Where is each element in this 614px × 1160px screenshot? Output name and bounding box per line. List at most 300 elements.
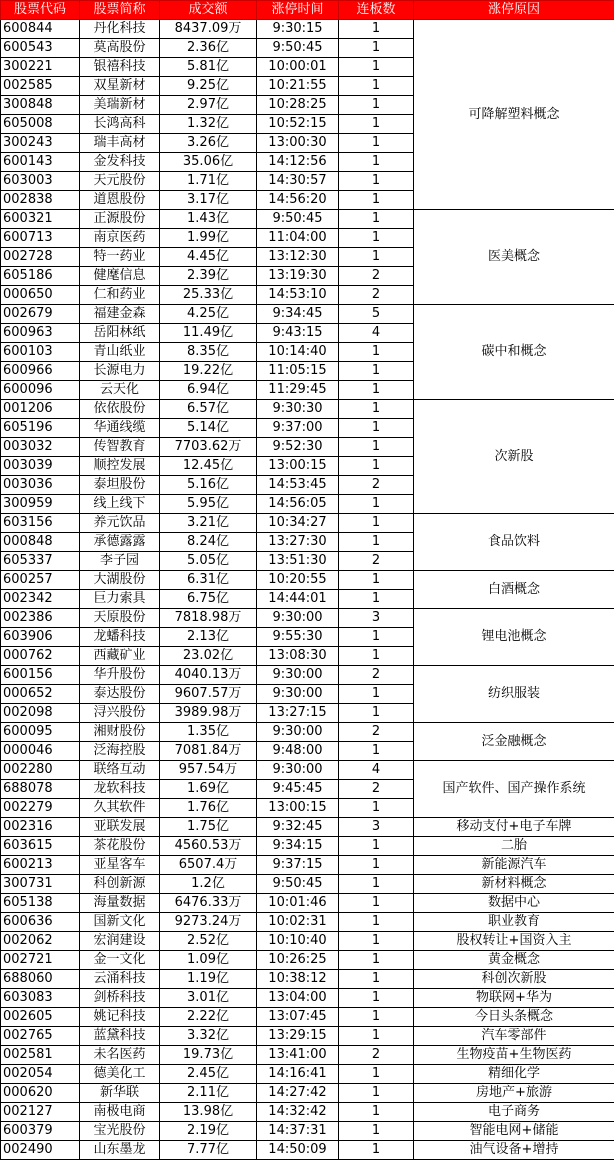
cell-code: 600966 [1, 362, 80, 381]
cell-amount: 3.17亿 [160, 191, 257, 210]
cell-name: 宏润建设 [80, 932, 160, 951]
cell-amount: 23.02亿 [160, 647, 257, 666]
cell-name: 茶花股份 [80, 837, 160, 856]
cell-code: 002280 [1, 761, 80, 780]
cell-amount: 3989.98万 [160, 704, 257, 723]
cell-count: 1 [339, 571, 414, 590]
cell-name: 双星新材 [80, 77, 160, 96]
cell-amount: 4.45亿 [160, 248, 257, 267]
cell-name: 山东墨龙 [80, 1141, 160, 1160]
cell-name: 剑桥科技 [80, 989, 160, 1008]
cell-code: 600143 [1, 153, 80, 172]
cell-name: 金发科技 [80, 153, 160, 172]
cell-name: 依依股份 [80, 400, 160, 419]
cell-reason: 新能源汽车 [414, 856, 614, 875]
cell-reason: 黄金概念 [414, 951, 614, 970]
cell-time: 9:30:00 [257, 723, 339, 742]
cell-count: 1 [339, 856, 414, 875]
cell-name: 顺控发展 [80, 457, 160, 476]
cell-count: 1 [339, 989, 414, 1008]
cell-reason: 食品饮料 [414, 514, 614, 571]
table-row [1, 1046, 614, 1065]
cell-time: 14:16:41 [257, 1065, 339, 1084]
cell-code: 600963 [1, 324, 80, 343]
table-row [1, 571, 614, 590]
cell-amount: 5.81亿 [160, 58, 257, 77]
cell-count: 2 [339, 552, 414, 571]
cell-count: 1 [339, 438, 414, 457]
cell-count: 1 [339, 1084, 414, 1103]
cell-amount: 2.52亿 [160, 932, 257, 951]
cell-reason: 股权转让+国资入主 [414, 932, 614, 951]
cell-count: 1 [339, 77, 414, 96]
cell-reason: 可降解塑料概念 [414, 20, 614, 210]
cell-amount: 11.49亿 [160, 324, 257, 343]
cell-count: 2 [339, 723, 414, 742]
cell-name: 承德露露 [80, 533, 160, 552]
table-row [1, 1122, 614, 1141]
cell-count: 1 [339, 894, 414, 913]
cell-name: 金一文化 [80, 951, 160, 970]
cell-reason: 今日头条概念 [414, 1008, 614, 1027]
cell-code: 002386 [1, 609, 80, 628]
cell-code: 688078 [1, 780, 80, 799]
cell-time: 14:30:57 [257, 172, 339, 191]
cell-time: 9:37:15 [257, 856, 339, 875]
cell-count: 3 [339, 818, 414, 837]
cell-code: 603906 [1, 628, 80, 647]
cell-count: 1 [339, 590, 414, 609]
cell-name: 科创新源 [80, 875, 160, 894]
table-row [1, 951, 614, 970]
cell-count: 1 [339, 970, 414, 989]
cell-count: 1 [339, 191, 414, 210]
cell-amount: 1.99亿 [160, 229, 257, 248]
cell-count: 5 [339, 305, 414, 324]
cell-code: 002054 [1, 1065, 80, 1084]
cell-count: 1 [339, 932, 414, 951]
cell-time: 14:27:42 [257, 1084, 339, 1103]
cell-name: 天原股份 [80, 609, 160, 628]
cell-count: 1 [339, 951, 414, 970]
cell-code: 002342 [1, 590, 80, 609]
cell-time: 13:19:30 [257, 267, 339, 286]
table-row [1, 761, 614, 780]
cell-code: 605186 [1, 267, 80, 286]
cell-amount: 2.39亿 [160, 267, 257, 286]
header-name: 股票简称 [80, 1, 160, 20]
cell-name: 莫高股份 [80, 39, 160, 58]
cell-time: 13:04:00 [257, 989, 339, 1008]
cell-time: 11:04:00 [257, 229, 339, 248]
cell-name: 正源股份 [80, 210, 160, 229]
cell-amount: 2.45亿 [160, 1065, 257, 1084]
cell-amount: 5.05亿 [160, 552, 257, 571]
cell-time: 9:50:45 [257, 875, 339, 894]
cell-reason: 次新股 [414, 400, 614, 514]
cell-time: 9:34:45 [257, 305, 339, 324]
cell-time: 10:10:40 [257, 932, 339, 951]
cell-time: 10:00:01 [257, 58, 339, 77]
cell-name: 健麾信息 [80, 267, 160, 286]
table-row [1, 1027, 614, 1046]
cell-code: 603156 [1, 514, 80, 533]
table-row [1, 856, 614, 875]
cell-code: 002679 [1, 305, 80, 324]
cell-code: 603615 [1, 837, 80, 856]
cell-time: 11:05:15 [257, 362, 339, 381]
cell-code: 002062 [1, 932, 80, 951]
table-row [1, 837, 614, 856]
cell-code: 003032 [1, 438, 80, 457]
cell-count: 1 [339, 115, 414, 134]
cell-count: 1 [339, 210, 414, 229]
cell-code: 000650 [1, 286, 80, 305]
cell-code: 000652 [1, 685, 80, 704]
cell-name: 李子园 [80, 552, 160, 571]
cell-reason: 汽车零部件 [414, 1027, 614, 1046]
cell-amount: 1.43亿 [160, 210, 257, 229]
cell-time: 14:53:10 [257, 286, 339, 305]
cell-count: 1 [339, 229, 414, 248]
cell-count: 1 [339, 1122, 414, 1141]
cell-amount: 1.35亿 [160, 723, 257, 742]
cell-time: 13:12:30 [257, 248, 339, 267]
cell-name: 姚记科技 [80, 1008, 160, 1027]
cell-code: 002490 [1, 1141, 80, 1160]
cell-amount: 3.21亿 [160, 514, 257, 533]
cell-code: 688060 [1, 970, 80, 989]
cell-time: 10:34:27 [257, 514, 339, 533]
cell-count: 4 [339, 761, 414, 780]
cell-amount: 2.36亿 [160, 39, 257, 58]
cell-amount: 25.33亿 [160, 286, 257, 305]
cell-code: 605008 [1, 115, 80, 134]
cell-amount: 8.24亿 [160, 533, 257, 552]
cell-reason: 纺织服装 [414, 666, 614, 723]
table-row [1, 210, 614, 229]
cell-time: 14:56:20 [257, 191, 339, 210]
cell-time: 10:14:40 [257, 343, 339, 362]
cell-time: 9:52:30 [257, 438, 339, 457]
cell-time: 10:52:15 [257, 115, 339, 134]
cell-time: 13:27:30 [257, 533, 339, 552]
cell-amount: 7.77亿 [160, 1141, 257, 1160]
cell-count: 2 [339, 476, 414, 495]
cell-count: 1 [339, 685, 414, 704]
cell-time: 13:07:45 [257, 1008, 339, 1027]
cell-count: 1 [339, 457, 414, 476]
cell-time: 9:30:00 [257, 666, 339, 685]
cell-amount: 4.25亿 [160, 305, 257, 324]
cell-time: 10:38:12 [257, 970, 339, 989]
cell-name: 华升股份 [80, 666, 160, 685]
cell-name: 线上线下 [80, 495, 160, 514]
cell-count: 1 [339, 1141, 414, 1160]
cell-count: 1 [339, 799, 414, 818]
cell-count: 1 [339, 419, 414, 438]
table-row [1, 989, 614, 1008]
cell-time: 14:37:31 [257, 1122, 339, 1141]
cell-amount: 8.35亿 [160, 343, 257, 362]
cell-count: 1 [339, 514, 414, 533]
cell-amount: 1.75亿 [160, 818, 257, 837]
cell-name: 海量数据 [80, 894, 160, 913]
cell-code: 600543 [1, 39, 80, 58]
cell-time: 10:28:25 [257, 96, 339, 115]
cell-amount: 1.2亿 [160, 875, 257, 894]
table-row [1, 1084, 614, 1103]
cell-amount: 5.95亿 [160, 495, 257, 514]
cell-count: 4 [339, 324, 414, 343]
table-row [1, 305, 614, 324]
cell-time: 10:26:25 [257, 951, 339, 970]
table-row [1, 666, 614, 685]
cell-code: 605337 [1, 552, 80, 571]
cell-code: 600096 [1, 381, 80, 400]
cell-time: 9:48:00 [257, 742, 339, 761]
cell-name: 泛海控股 [80, 742, 160, 761]
cell-name: 银禧科技 [80, 58, 160, 77]
table-row [1, 1065, 614, 1084]
cell-amount: 9273.24万 [160, 913, 257, 932]
cell-name: 龙软科技 [80, 780, 160, 799]
cell-amount: 19.22亿 [160, 362, 257, 381]
table-row [1, 609, 614, 628]
cell-name: 久其软件 [80, 799, 160, 818]
cell-count: 1 [339, 875, 414, 894]
cell-name: 亚星客车 [80, 856, 160, 875]
cell-code: 002728 [1, 248, 80, 267]
cell-count: 1 [339, 96, 414, 115]
cell-reason: 国产软件、国产操作系统 [414, 761, 614, 818]
cell-count: 1 [339, 628, 414, 647]
cell-reason: 科创次新股 [414, 970, 614, 989]
cell-time: 13:29:15 [257, 1027, 339, 1046]
cell-count: 1 [339, 704, 414, 723]
cell-time: 10:01:46 [257, 894, 339, 913]
cell-name: 华通线缆 [80, 419, 160, 438]
cell-reason: 泛金融概念 [414, 723, 614, 761]
cell-reason: 二胎 [414, 837, 614, 856]
cell-time: 11:29:45 [257, 381, 339, 400]
cell-count: 2 [339, 1046, 414, 1065]
cell-count: 2 [339, 267, 414, 286]
cell-amount: 4560.53万 [160, 837, 257, 856]
cell-code: 603083 [1, 989, 80, 1008]
cell-count: 1 [339, 248, 414, 267]
cell-time: 13:51:30 [257, 552, 339, 571]
table-row [1, 913, 614, 932]
cell-reason: 油气设备+增持 [414, 1141, 614, 1160]
table-row [1, 818, 614, 837]
cell-count: 1 [339, 1103, 414, 1122]
cell-name: 宝光股份 [80, 1122, 160, 1141]
cell-code: 001206 [1, 400, 80, 419]
cell-time: 14:53:45 [257, 476, 339, 495]
table-row [1, 514, 614, 533]
cell-code: 002279 [1, 799, 80, 818]
cell-time: 10:02:31 [257, 913, 339, 932]
cell-count: 1 [339, 1065, 414, 1084]
table-row [1, 932, 614, 951]
cell-code: 600636 [1, 913, 80, 932]
cell-code: 002765 [1, 1027, 80, 1046]
cell-amount: 2.22亿 [160, 1008, 257, 1027]
cell-amount: 3.26亿 [160, 134, 257, 153]
cell-count: 1 [339, 172, 414, 191]
cell-name: 联络互动 [80, 761, 160, 780]
cell-name: 特一药业 [80, 248, 160, 267]
cell-amount: 1.69亿 [160, 780, 257, 799]
cell-code: 000762 [1, 647, 80, 666]
cell-time: 13:41:00 [257, 1046, 339, 1065]
cell-count: 1 [339, 20, 414, 39]
cell-count: 1 [339, 913, 414, 932]
cell-amount: 1.76亿 [160, 799, 257, 818]
cell-code: 003039 [1, 457, 80, 476]
cell-time: 9:43:15 [257, 324, 339, 343]
cell-time: 14:50:09 [257, 1141, 339, 1160]
cell-amount: 1.71亿 [160, 172, 257, 191]
cell-name: 龙蟠科技 [80, 628, 160, 647]
cell-name: 湘财股份 [80, 723, 160, 742]
cell-name: 岳阳林纸 [80, 324, 160, 343]
cell-code: 002605 [1, 1008, 80, 1027]
cell-count: 3 [339, 609, 414, 628]
cell-reason: 电子商务 [414, 1103, 614, 1122]
cell-time: 9:30:15 [257, 20, 339, 39]
cell-reason: 移动支付+电子车牌 [414, 818, 614, 837]
cell-count: 1 [339, 742, 414, 761]
cell-time: 10:20:55 [257, 571, 339, 590]
cell-code: 300731 [1, 875, 80, 894]
cell-amount: 35.06亿 [160, 153, 257, 172]
cell-name: 仁和药业 [80, 286, 160, 305]
table-row [1, 723, 614, 742]
cell-code: 600213 [1, 856, 80, 875]
header-reason: 涨停原因 [414, 1, 614, 20]
cell-count: 1 [339, 153, 414, 172]
cell-name: 美瑞新材 [80, 96, 160, 115]
cell-code: 600321 [1, 210, 80, 229]
cell-name: 长鸿高科 [80, 115, 160, 134]
cell-time: 9:30:30 [257, 400, 339, 419]
cell-time: 9:32:45 [257, 818, 339, 837]
header-count: 连板数 [339, 1, 414, 20]
cell-reason: 白酒概念 [414, 571, 614, 609]
cell-amount: 6.75亿 [160, 590, 257, 609]
cell-reason: 新材料概念 [414, 875, 614, 894]
cell-name: 瑞丰高材 [80, 134, 160, 153]
cell-code: 002581 [1, 1046, 80, 1065]
cell-name: 亚联发展 [80, 818, 160, 837]
cell-amount: 2.11亿 [160, 1084, 257, 1103]
cell-code: 600156 [1, 666, 80, 685]
cell-code: 603003 [1, 172, 80, 191]
cell-amount: 957.54万 [160, 761, 257, 780]
cell-reason: 物联网+华为 [414, 989, 614, 1008]
table-row [1, 1103, 614, 1122]
cell-code: 605196 [1, 419, 80, 438]
cell-amount: 5.16亿 [160, 476, 257, 495]
cell-code: 300221 [1, 58, 80, 77]
cell-count: 1 [339, 39, 414, 58]
cell-reason: 锂电池概念 [414, 609, 614, 666]
cell-code: 000620 [1, 1084, 80, 1103]
cell-amount: 9.25亿 [160, 77, 257, 96]
cell-time: 9:45:45 [257, 780, 339, 799]
cell-time: 13:00:15 [257, 799, 339, 818]
cell-amount: 6507.4万 [160, 856, 257, 875]
cell-amount: 3.01亿 [160, 989, 257, 1008]
cell-amount: 1.32亿 [160, 115, 257, 134]
cell-amount: 19.73亿 [160, 1046, 257, 1065]
cell-name: 新华联 [80, 1084, 160, 1103]
cell-count: 1 [339, 533, 414, 552]
cell-code: 600713 [1, 229, 80, 248]
cell-amount: 13.98亿 [160, 1103, 257, 1122]
cell-reason: 生物疫苗+生物医药 [414, 1046, 614, 1065]
table-row [1, 875, 614, 894]
cell-time: 14:12:56 [257, 153, 339, 172]
cell-time: 9:30:00 [257, 609, 339, 628]
cell-count: 1 [339, 1027, 414, 1046]
cell-code: 600095 [1, 723, 80, 742]
cell-code: 300848 [1, 96, 80, 115]
cell-reason: 职业教育 [414, 913, 614, 932]
header-code: 股票代码 [1, 1, 80, 20]
cell-count: 2 [339, 666, 414, 685]
cell-amount: 1.09亿 [160, 951, 257, 970]
cell-reason: 房地产+旅游 [414, 1084, 614, 1103]
cell-count: 1 [339, 343, 414, 362]
cell-name: 长源电力 [80, 362, 160, 381]
cell-name: 青山纸业 [80, 343, 160, 362]
cell-amount: 7818.98万 [160, 609, 257, 628]
cell-name: 丹化科技 [80, 20, 160, 39]
cell-amount: 2.13亿 [160, 628, 257, 647]
cell-code: 002585 [1, 77, 80, 96]
cell-time: 14:56:05 [257, 495, 339, 514]
cell-code: 002098 [1, 704, 80, 723]
cell-time: 14:44:01 [257, 590, 339, 609]
cell-count: 1 [339, 647, 414, 666]
cell-count: 1 [339, 495, 414, 514]
cell-name: 道恩股份 [80, 191, 160, 210]
cell-code: 003036 [1, 476, 80, 495]
cell-name: 南极电商 [80, 1103, 160, 1122]
table-row [1, 20, 614, 39]
cell-amount: 6.31亿 [160, 571, 257, 590]
cell-reason: 数据中心 [414, 894, 614, 913]
table-row [1, 970, 614, 989]
cell-code: 300243 [1, 134, 80, 153]
cell-count: 1 [339, 362, 414, 381]
cell-name: 云涌科技 [80, 970, 160, 989]
cell-count: 1 [339, 134, 414, 153]
cell-amount: 6.57亿 [160, 400, 257, 419]
cell-time: 9:37:00 [257, 419, 339, 438]
cell-code: 300959 [1, 495, 80, 514]
cell-amount: 3.32亿 [160, 1027, 257, 1046]
cell-code: 600844 [1, 20, 80, 39]
cell-code: 600257 [1, 571, 80, 590]
cell-code: 000046 [1, 742, 80, 761]
cell-time: 9:50:45 [257, 39, 339, 58]
table-row [1, 1008, 614, 1027]
cell-code: 605138 [1, 894, 80, 913]
